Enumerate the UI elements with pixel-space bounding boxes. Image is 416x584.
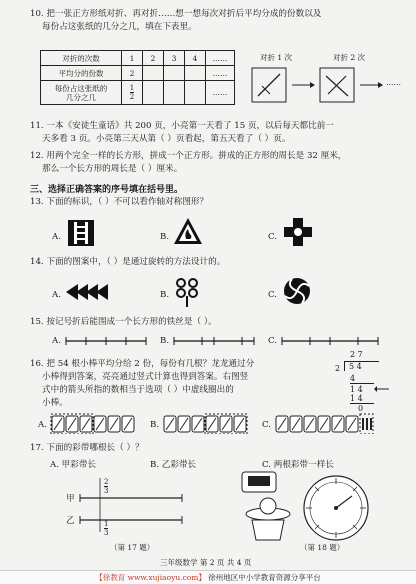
q13-option-b[interactable]: B.: [160, 232, 170, 242]
warning-fire-sign-icon: [172, 216, 204, 246]
q10-row3-label-b: 几分之几: [66, 92, 96, 102]
fig18-caption: （第 18 题）: [300, 543, 345, 552]
scale-figure: [240, 470, 380, 544]
div-step: 1 4: [350, 394, 374, 404]
q10-cell[interactable]: [143, 81, 164, 105]
knot-pattern-icon: [172, 274, 202, 308]
q10-line1: 10. 把一张正方形纸对折、再对折……想一想每次对折后平均分成的份数以及: [30, 9, 322, 19]
fraction: $\frac{1}{2}$: [129, 84, 135, 101]
pinwheel-pattern-icon: [282, 276, 312, 306]
q17-option-b[interactable]: B. 乙彩带长: [150, 460, 197, 470]
q10-frac-cell: [122, 81, 143, 105]
q11-line1: 11. 一本《安徒生童话》共 200 页，小亮第一天看了 15 页，以后每天都比前一: [30, 121, 334, 131]
sticks-a-icon: [50, 412, 140, 434]
ribbon-b-label: 乙: [66, 516, 75, 526]
wire-b-icon: [172, 336, 256, 346]
fold2-label: 对折 2 次: [333, 53, 366, 62]
q10-row3-label: [41, 81, 122, 105]
folding-diagram: [248, 64, 404, 106]
div-step: 0: [358, 404, 364, 413]
banner-right: 徐州地区中小学教育资源分享平台: [208, 573, 321, 582]
q10-table: [40, 50, 235, 105]
q14-option-b[interactable]: B.: [160, 290, 170, 300]
ribbon-a-label: 甲: [66, 494, 75, 504]
banner-left[interactable]: 【徐教育 www.xujiaoyu.com】: [95, 573, 206, 582]
div-step: 1 4: [350, 385, 363, 394]
q16-line3: 式中的箭头所指的数相当于选项（ ）中虚线圈出的: [42, 385, 234, 395]
fraction: $\frac{1}{3}$: [104, 520, 109, 537]
q16-line2: 小棒得到答案，亮亮通过竖式计算也得到答案。右图竖: [42, 372, 249, 382]
q10-cell[interactable]: [164, 81, 185, 105]
q10-col: 2: [143, 51, 164, 66]
sticks-c-icon: [274, 412, 374, 434]
fold-tail: ……: [386, 78, 401, 87]
q12-line2: 那么一个长方形的周长是（ ）厘米。: [42, 164, 183, 174]
q13-option-c[interactable]: C.: [268, 232, 278, 242]
ribbons-figure: [78, 476, 188, 536]
q10-cell[interactable]: [185, 66, 206, 81]
q14-text: 14. 下面的图案中，（ ）是通过旋转的方法设计的。: [30, 257, 226, 267]
q16-option-b[interactable]: B.: [150, 420, 160, 430]
source-banner: [0, 570, 416, 584]
fold1-label: 对折 1 次: [260, 53, 293, 62]
q13-text: 13. 下面的标识，（ ）不可以看作轴对称图形？: [30, 197, 209, 207]
sticks-b-icon: [162, 412, 252, 434]
q16-line4: 小棒。: [42, 398, 68, 408]
q13-option-a[interactable]: A.: [52, 232, 61, 242]
fig17-caption: （第 17 题）: [110, 543, 155, 552]
q10-col: 4: [185, 51, 206, 66]
div-step: 4: [350, 374, 374, 384]
q10-cell[interactable]: [185, 81, 206, 105]
wire-a-icon: [64, 336, 148, 346]
q15-text: 15. 按记号折后能围成一个长方形的铁丝是（ ）。: [30, 317, 217, 327]
q10-row1-label: 对折的次数: [41, 51, 122, 66]
q10-cell: ……: [206, 81, 235, 105]
q14-option-a[interactable]: A.: [52, 290, 61, 300]
ladder-sign-icon: [66, 218, 96, 248]
q16-line1: 16. 把 54 根小棒平均分给 2 份，每份有几根？龙龙通过分: [30, 359, 255, 369]
q10-cell[interactable]: [164, 66, 185, 81]
q10-cell[interactable]: [143, 66, 164, 81]
q17-option-c[interactable]: C. 两根彩带一样长: [262, 460, 334, 470]
q10-cell: ……: [206, 66, 235, 81]
q10-col: ……: [206, 51, 235, 66]
q17-option-a[interactable]: A. 甲彩带长: [50, 460, 97, 470]
q15-option-c[interactable]: C.: [268, 336, 278, 346]
q11-line2: 天多看 3 页。小亮第三天从第（ ）页看起，第五天看了（ ）页。: [42, 134, 291, 144]
q10-row3-label-a: 每份占这张纸的: [54, 83, 108, 93]
q15-option-b[interactable]: B.: [160, 336, 170, 346]
section-3-title: 三、选择正确答案的序号填在括号里。: [30, 185, 184, 195]
ribbon-b-frac: [104, 520, 108, 537]
q10-row2-label: 平均分的份数: [41, 66, 122, 81]
fraction: $\frac{2}{3}$: [104, 478, 109, 495]
arrow-icon: [374, 384, 390, 394]
q16-option-c[interactable]: C.: [262, 420, 272, 430]
triangles-pattern-icon: [64, 280, 110, 304]
ribbon-a-frac: [104, 478, 108, 495]
div-dividend: 5 4: [344, 361, 379, 371]
q10-line2: 每份占这张纸的几分之几，填在下表里。: [42, 22, 197, 32]
div-divisor: 2: [335, 364, 341, 373]
q16-option-a[interactable]: A.: [38, 420, 47, 430]
q15-option-a[interactable]: A.: [52, 336, 61, 346]
long-division: [330, 350, 390, 412]
q10-cell: 2: [122, 66, 143, 81]
q12-line1: 12. 用两个完全一样的长方形，拼成一个正方形。拼成的正方形的周长是 32 厘米，: [30, 151, 347, 161]
page-number: 三年级数学 第 2 页 共 4 页: [160, 558, 252, 567]
q10-col: 3: [164, 51, 185, 66]
wire-c-icon: [280, 336, 380, 346]
cross-sign-icon: [282, 216, 314, 248]
q17-text: 17. 下面的彩带哪根长（ ）？: [30, 443, 144, 453]
q14-option-c[interactable]: C.: [268, 290, 278, 300]
q10-col: 1: [122, 51, 143, 66]
div-quotient: 2 7: [350, 350, 363, 359]
